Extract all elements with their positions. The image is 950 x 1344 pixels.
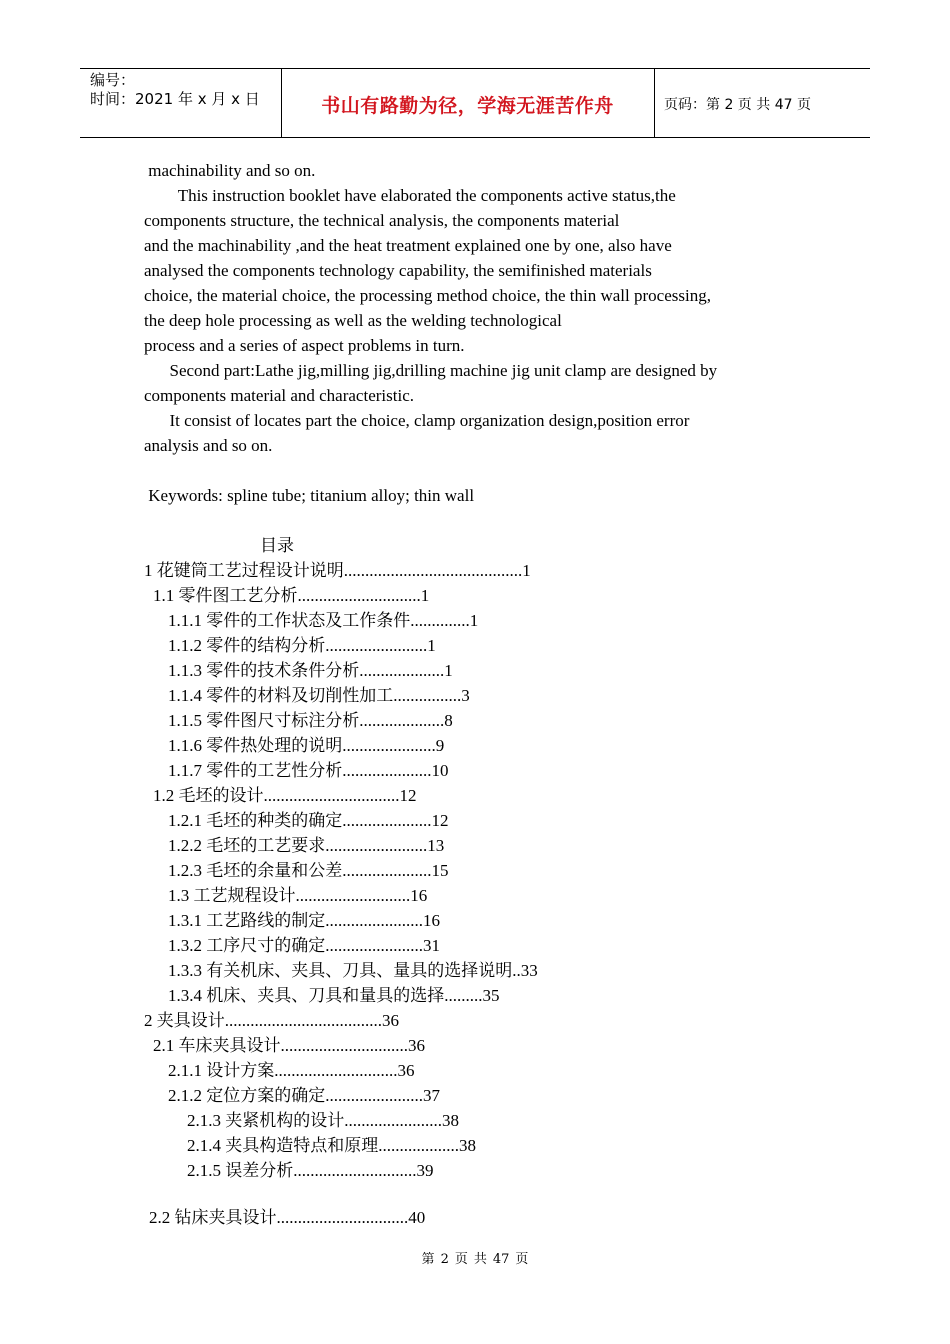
footer-ye: 页 (454, 1252, 468, 1267)
toc-entry: 1.2.3 毛坯的余量和公差.....................15 (168, 861, 449, 880)
footer-di: 第 (421, 1252, 435, 1267)
doc-time-label: 时间：2021 年 x 月 x 日 (90, 90, 260, 108)
toc-entry: 1.3.4 机床、夹具、刀具和量具的选择.........35 (168, 986, 500, 1005)
toc-entry: 1.3.2 工序尺寸的确定.......................31 (168, 936, 440, 955)
toc-entry: 1.1.4 零件的材料及切削性加工................3 (168, 686, 470, 705)
toc-entry: 1.1 零件图工艺分析.............................1 (153, 586, 430, 605)
footer-total-pages: 47 (492, 1252, 510, 1267)
toc-entry: 2.1.2 定位方案的确定.......................37 (168, 1086, 440, 1105)
toc-entry: 1.1.5 零件图尺寸标注分析....................8 (168, 711, 453, 730)
toc-entry: 1 花键筒工艺过程设计说明..........................................1 (144, 561, 531, 580)
body-line: choice, the material choice, the processing method choice, the thin wall processing, (144, 286, 711, 305)
doc-number-label: 编号： (90, 71, 136, 89)
toc-entry: 2.1.3 夹紧机构的设计.......................38 (187, 1111, 459, 1130)
body-line: components structure, the technical analysis, the components material (144, 211, 620, 230)
page-footer (0, 1248, 950, 1267)
toc-entry: 1.1.6 零件热处理的说明......................9 (168, 736, 445, 755)
toc-entry: 2.2 钻床夹具设计...............................40 (149, 1208, 426, 1227)
toc-title: 目录 (260, 536, 294, 555)
toc-entry: 1.2.1 毛坯的种类的确定.....................12 (168, 811, 449, 830)
header-page-info: 页码：第 2 页 共 47 页 (664, 97, 811, 113)
toc-entry: 1.1.1 零件的工作状态及工作条件..............1 (168, 611, 479, 630)
body-line: process and a series of aspect problems in turn. (144, 336, 465, 355)
header-motto: 书山有路勤为径，学海无涯苦作舟 (321, 95, 614, 117)
body-line: the deep hole processing as well as the welding technological (144, 311, 562, 330)
footer-ye: 页 (515, 1252, 529, 1267)
body-line: analysed the components technology capability, the semifinished materials (144, 261, 652, 280)
footer-gong: 共 (473, 1252, 487, 1267)
page-header (80, 68, 870, 138)
toc-entry: 2 夹具设计.....................................36 (144, 1011, 399, 1030)
body-line: Second part:Lathe jig,milling jig,drilling machine jig unit clamp are designed by (144, 361, 718, 380)
toc-entry: 2.1.5 误差分析.............................39 (187, 1161, 434, 1180)
toc-entry: 1.1.7 零件的工艺性分析.....................10 (168, 761, 449, 780)
toc-entry: 1.3.3 有关机床、夹具、刀具、量具的选择说明..33 (168, 961, 538, 980)
toc-entry: 1.3 工艺规程设计...........................16 (168, 886, 428, 905)
toc-entry: 2.1 车床夹具设计..............................36 (153, 1036, 425, 1055)
toc-entry: 1.2.2 毛坯的工艺要求........................13 (168, 836, 445, 855)
body-line: This instruction booklet have elaborated the components active status,the (144, 186, 676, 205)
body-line: components material and characteristic. (144, 386, 414, 405)
toc-entry: 1.1.3 零件的技术条件分析....................1 (168, 661, 453, 680)
body-line: analysis and so on. (144, 436, 273, 455)
body-line: It consist of locates part the choice, clamp organization design,position error (144, 411, 690, 430)
toc-entry: 2.1.1 设计方案.............................36 (168, 1061, 415, 1080)
header-divider (654, 69, 655, 137)
toc-entry: 2.1.4 夹具构造特点和原理...................38 (187, 1136, 476, 1155)
toc-entry: 1.3.1 工艺路线的制定.......................16 (168, 911, 440, 930)
toc-entry: 1.2 毛坯的设计................................12 (153, 786, 417, 805)
body-line: machinability and so on. (144, 161, 316, 180)
body-line: and the machinability ,and the heat treatment explained one by one, also have (144, 236, 672, 255)
footer-page-number: 2 (440, 1252, 449, 1267)
header-meta (90, 71, 260, 109)
keywords: Keywords: spline tube; titanium alloy; thin wall (144, 486, 475, 505)
toc-entry: 1.1.2 零件的结构分析........................1 (168, 636, 436, 655)
